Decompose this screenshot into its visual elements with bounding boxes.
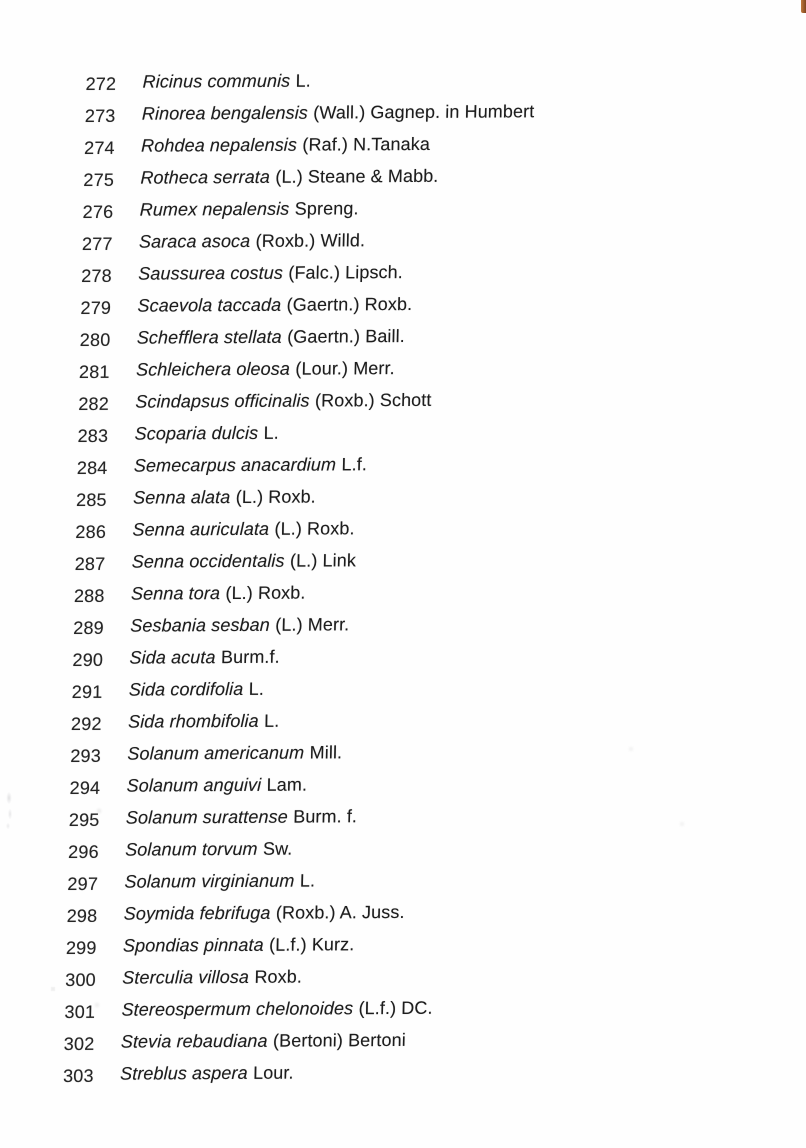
species-author: (Falc.) Lipsch. xyxy=(288,262,404,283)
species-number: 298 xyxy=(66,905,98,926)
species-name xyxy=(126,800,358,833)
species-binomial: Solanum surattense xyxy=(125,806,289,828)
list-item xyxy=(68,831,518,866)
species-name xyxy=(127,736,343,769)
species-number: 287 xyxy=(74,553,106,574)
species-binomial: Solanum virginianum xyxy=(124,870,295,892)
list-item xyxy=(82,223,532,258)
species-number: 302 xyxy=(63,1033,95,1054)
species-name xyxy=(128,673,264,706)
list-item xyxy=(77,415,527,450)
species-binomial: Ricinus communis xyxy=(142,70,291,92)
list-item xyxy=(79,319,529,354)
species-binomial: Streblus aspera xyxy=(119,1062,248,1084)
scan-specks xyxy=(0,0,2,2)
list-item xyxy=(70,735,520,770)
species-author: Lam. xyxy=(266,774,308,795)
species-number: 278 xyxy=(81,265,113,286)
species-binomial: Scindapsus officinalis xyxy=(135,390,310,412)
species-name xyxy=(130,608,350,641)
species-author: (Gaertn.) Baill. xyxy=(286,326,406,347)
species-name xyxy=(123,896,405,930)
scan-smudge-left-margin xyxy=(4,790,14,830)
list-item xyxy=(80,287,530,322)
species-author: (L.) Roxb. xyxy=(235,486,317,508)
species-number: 301 xyxy=(64,1001,96,1022)
species-number: 285 xyxy=(75,489,108,510)
species-number: 276 xyxy=(82,201,114,222)
species-name xyxy=(139,192,359,225)
species-name xyxy=(134,417,279,450)
species-binomial: Senna occidentalis xyxy=(131,550,285,572)
list-item xyxy=(81,255,531,290)
species-name xyxy=(137,288,412,322)
species-name xyxy=(132,512,355,545)
species-author: (L.) Merr. xyxy=(275,614,350,635)
list-item xyxy=(71,703,521,738)
species-number: 281 xyxy=(78,361,110,382)
species-author: L.f. xyxy=(341,454,368,475)
species-author: Burm. f. xyxy=(293,806,358,827)
species-author: Lour. xyxy=(252,1062,294,1083)
species-number: 280 xyxy=(79,329,111,350)
list-item xyxy=(85,63,535,98)
species-binomial: Rotheca serrata xyxy=(140,166,271,188)
species-author: (Raf.) N.Tanaka xyxy=(302,133,431,155)
species-author: Sw. xyxy=(262,838,293,859)
species-author: (Bertoni) Bertoni xyxy=(272,1029,407,1051)
species-author: (Roxb.) A. Juss. xyxy=(275,901,405,923)
scan-artifact-top-right xyxy=(801,0,806,13)
species-number: 290 xyxy=(72,649,104,670)
species-number: 292 xyxy=(70,713,102,734)
species-author: (L.) Roxb. xyxy=(225,582,306,604)
species-author: L. xyxy=(295,70,312,91)
species-number: 273 xyxy=(84,105,116,126)
species-name xyxy=(135,384,432,418)
species-number: 296 xyxy=(67,841,100,862)
species-binomial: Rumex nepalensis xyxy=(139,198,290,220)
species-number: 272 xyxy=(85,73,117,94)
species-binomial: Saussurea costus xyxy=(138,262,284,284)
species-binomial: Senna alata xyxy=(132,487,231,508)
species-binomial: Stevia rebaudiana xyxy=(120,1030,268,1052)
list-item xyxy=(77,447,527,482)
species-name xyxy=(131,577,306,610)
species-name xyxy=(121,992,433,1026)
species-number: 279 xyxy=(80,297,112,318)
species-binomial: Soymida febrifuga xyxy=(123,902,271,924)
species-binomial: Sida rhombifolia xyxy=(127,710,260,732)
species-binomial: Sida acuta xyxy=(129,647,216,668)
list-item xyxy=(84,127,534,162)
species-binomial: Sesbania sesban xyxy=(130,614,271,636)
species-name xyxy=(128,705,280,738)
species-number: 288 xyxy=(73,585,105,606)
species-author: Spreng. xyxy=(294,198,359,219)
list-item xyxy=(82,191,532,226)
list-item xyxy=(65,959,515,994)
list-item xyxy=(75,511,525,546)
species-binomial: Sterculia villosa xyxy=(122,966,250,988)
species-name xyxy=(134,448,368,481)
list-item xyxy=(71,671,521,706)
species-author: (L.) Roxb. xyxy=(274,518,355,539)
species-binomial: Rohdea nepalensis xyxy=(140,134,298,156)
species-name xyxy=(142,65,311,98)
list-item xyxy=(76,479,526,514)
species-number: 289 xyxy=(73,617,105,638)
list-item xyxy=(64,991,514,1026)
species-number: 299 xyxy=(65,937,97,958)
list-item xyxy=(83,159,533,194)
species-name xyxy=(124,864,315,897)
species-number: 294 xyxy=(69,777,101,798)
species-author: (Lour.) Merr. xyxy=(295,358,395,379)
species-number: 277 xyxy=(81,233,113,254)
species-name xyxy=(120,1057,294,1090)
species-author: (Roxb.) Willd. xyxy=(255,230,366,251)
list-item xyxy=(72,639,522,674)
species-author: (Gaertn.) Roxb. xyxy=(286,293,413,315)
species-binomial: Scoparia dulcis xyxy=(134,422,259,444)
species-binomial: Schleichera oleosa xyxy=(135,358,291,380)
species-number: 282 xyxy=(78,393,110,414)
species-binomial: Schefflera stellata xyxy=(136,326,283,348)
species-author: Mill. xyxy=(309,742,343,763)
species-number: 297 xyxy=(67,873,99,894)
species-number: 286 xyxy=(75,521,107,542)
species-number: 293 xyxy=(70,745,102,766)
species-name xyxy=(140,160,439,194)
species-binomial: Solanum torvum xyxy=(124,838,258,860)
species-number: 275 xyxy=(83,169,115,190)
species-name xyxy=(122,961,302,994)
list-item xyxy=(74,543,524,578)
species-binomial: Solanum americanum xyxy=(127,742,305,764)
species-name xyxy=(133,481,316,514)
species-author: L. xyxy=(248,678,265,699)
species-binomial: Saraca asoca xyxy=(138,230,251,252)
species-author: L. xyxy=(263,710,280,731)
species-number: 295 xyxy=(68,809,100,830)
species-author: (L.f.) DC. xyxy=(358,997,433,1019)
species-binomial: Semecarpus anacardium xyxy=(133,454,337,476)
list-item xyxy=(69,767,519,802)
list-item xyxy=(78,383,528,418)
species-author: Burm.f. xyxy=(220,646,280,668)
species-name xyxy=(120,1024,406,1058)
species-number: 274 xyxy=(83,137,116,158)
species-name xyxy=(131,544,356,577)
species-author: (L.) Steane & Mabb. xyxy=(275,165,439,187)
species-binomial: Scaevola taccada xyxy=(137,294,282,316)
species-number: 291 xyxy=(71,681,103,702)
species-author: (Wall.) Gagnep. in Humbert xyxy=(313,101,535,123)
species-author: Roxb. xyxy=(254,966,303,987)
species-binomial: Solanum anguivi xyxy=(126,774,262,796)
species-author: (L.f.) Kurz. xyxy=(268,934,355,955)
list-item xyxy=(67,863,517,898)
species-name xyxy=(129,641,280,674)
species-author: L. xyxy=(299,870,316,891)
species-name xyxy=(123,928,355,961)
species-name xyxy=(139,224,366,257)
list-item xyxy=(69,799,519,834)
list-item xyxy=(66,895,516,930)
species-binomial: Rinorea bengalensis xyxy=(141,102,309,124)
species-binomial: Spondias pinnata xyxy=(122,934,264,956)
list-item xyxy=(85,95,535,130)
species-number: 283 xyxy=(77,425,109,446)
list-item xyxy=(73,607,523,642)
species-name xyxy=(142,95,535,129)
species-name xyxy=(141,128,430,162)
species-binomial: Stereospermum chelonoides xyxy=(121,998,354,1020)
species-name xyxy=(125,833,293,866)
species-author: L. xyxy=(263,422,280,443)
list-item xyxy=(79,351,529,386)
species-binomial: Sida cordifolia xyxy=(128,678,244,700)
species-author: (L.) Link xyxy=(289,550,357,571)
list-item xyxy=(66,927,516,962)
list-item xyxy=(63,1055,513,1090)
species-number: 284 xyxy=(76,457,108,478)
species-author: (Roxb.) Schott xyxy=(314,389,432,411)
list-item xyxy=(74,575,524,610)
species-binomial: Senna auriculata xyxy=(132,518,270,540)
species-binomial: Senna tora xyxy=(130,583,221,604)
list-item xyxy=(63,1023,513,1058)
species-name xyxy=(126,769,307,802)
species-name xyxy=(136,320,405,354)
species-number: 303 xyxy=(62,1065,94,1086)
species-name xyxy=(136,352,395,386)
species-checklist xyxy=(63,63,536,1090)
species-number: 300 xyxy=(65,969,97,990)
species-name xyxy=(138,256,403,290)
